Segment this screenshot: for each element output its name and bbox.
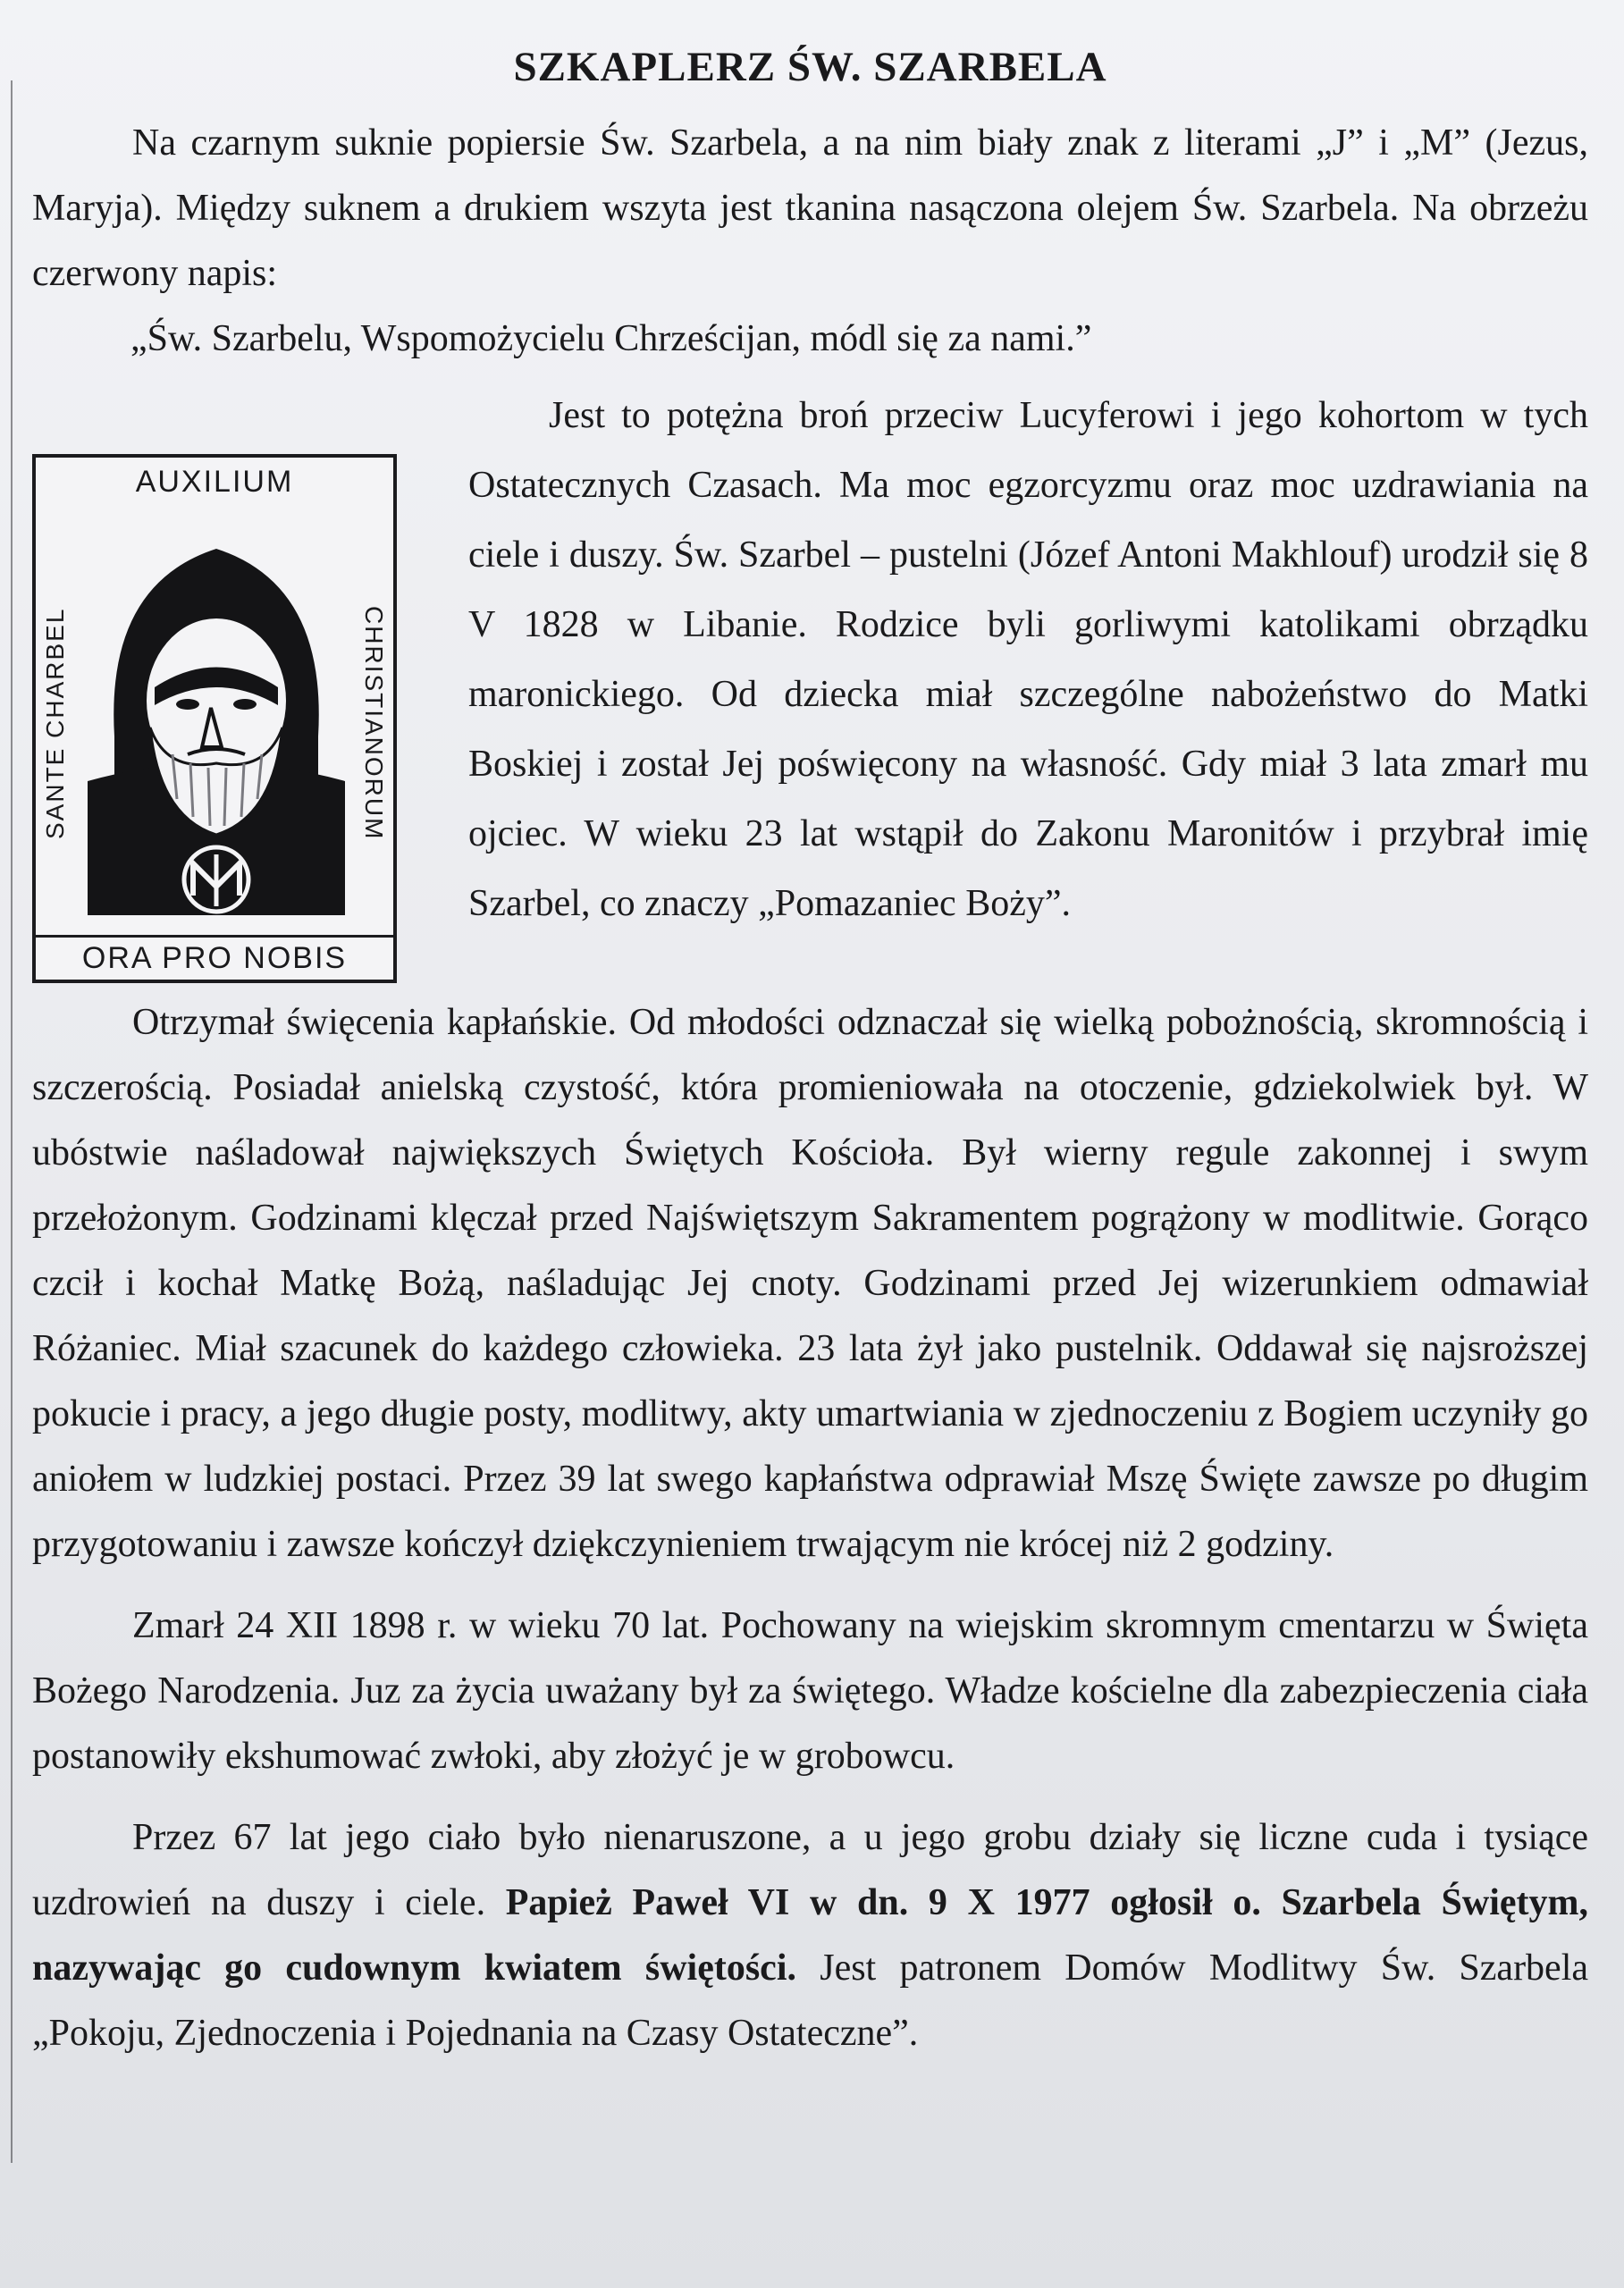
document-title: SZKAPLERZ ŚW. SZARBELA — [513, 44, 1107, 90]
prayer-quote: „Św. Szarbelu, Wspomożycielu Chrześcijan, módl się za nami.” — [130, 318, 1092, 359]
paragraph-ordination: Otrzymał święcenia kapłańskie. Od młodości odznaczał się wielką pobożnością, skromnością i szczerością. Posiadał anielską czystość, która promieniowała na otoczenie, gdziekolwiek był. W ubóstwie naśladował największych Świętych Kościoła. Był wierny regule zakonnej i swym przełożonym. Godzinami klęczał przed Najświętszym Sakramentem pogrążony w modlitwie. Gorąco czcił i kochał Matkę Bożą, naśladując Jej cnoty. Godzinami przed Jej wizerunkiem odmawiał Różaniec. Miał szacunek do każdego człowieka. 23 lata żył jako pustelnik. Oddawał się najsroższej pokucie i pracy, a jego długie posty, modlitwy, akty umartwiania w zjednoczeniu z Bogiem uczyniły go aniołem w ludzkiej postaci. Przez 39 lat swego kapłaństwa odprawiał Mszę Święte zawsze po długim przygotowaniu i zawsze kończył dziękczynieniem trwającym nie krócej niż 2 godziny. — [32, 1002, 1588, 1565]
paragraph-death: Zmarł 24 XII 1898 r. w wieku 70 lat. Pochowany na wiejskim skromnym cmentarzu w Święta Bożego Narodzenia. Juz za życia uważany był za świętego. Władze kościelne dla zabezpieczenia ciała postanowiły ekshumować zwłoki, aby złożyć je w grobowcu. — [32, 1605, 1588, 1777]
emblem-bottom-text: ORA PRO NOBIS — [36, 935, 393, 976]
emblem-right-text: CHRISTIANORUM — [360, 605, 388, 841]
emblem-top-text: AUXILIUM — [135, 465, 294, 499]
intro-paragraph: Na czarnym suknie popiersie Św. Szarbela, a na nim biały znak z literami „J” i „M” (Jezus, Maryja). Między suknem a drukiem wszyta jest tkanina nasączona olejem Św. Szarbela. Na obrzeżu czerwony napis: — [32, 122, 1588, 294]
saint-portrait-icon — [88, 513, 345, 915]
final-text-bold: Papież Paweł VI w dn. 9 X 1977 ogłosił o. Szarbela Świętym, nazywając go cudownym kwiatem świętości. — [32, 1882, 1588, 1989]
final-text-end: Jest patronem Domów Modlitwy Św. Szarbela „Pokoju, Zjednoczenia i Pojednania na Czasy Ostateczne”. — [32, 1947, 1589, 2054]
side-text-column — [468, 381, 1588, 983]
emblem-left-text: SANTE CHARBEL — [41, 607, 69, 839]
final-text-start: Przez 67 lat jego ciało było nienaruszone, a u jego grobu działy się liczne cuda i tysiące uzdrowień na duszy i ciele. — [32, 1817, 1588, 1923]
paper-edge-line — [11, 80, 13, 2163]
paragraph-final — [32, 1805, 1588, 2066]
scapular-emblem — [32, 454, 397, 983]
emblem-section — [32, 381, 1588, 983]
side-paragraph: Jest to potężna broń przeciw Lucyferowi i jego kohortom w tych Ostatecznych Czasach. Ma moc egzorcyzmu oraz moc uzdrawiania na ciele i duszy. Św. Szarbel – pustelni (Józef Antoni Makhlouf) urodził się 8 V 1828 w Libanie. Rodzice byli gorliwymi katolikami obrządku maronickiego. Od dziecka miał szczególne nabożeństwo do Matki Boskiej i został Jej poświęcony na własność. Gdy miał 3 lata zmarł mu ojciec. W wieku 23 lat wstąpił do Zakonu Maronitów i przybrał imię Szarbel, co znaczy „Pomazaniec Boży”. — [468, 395, 1588, 924]
